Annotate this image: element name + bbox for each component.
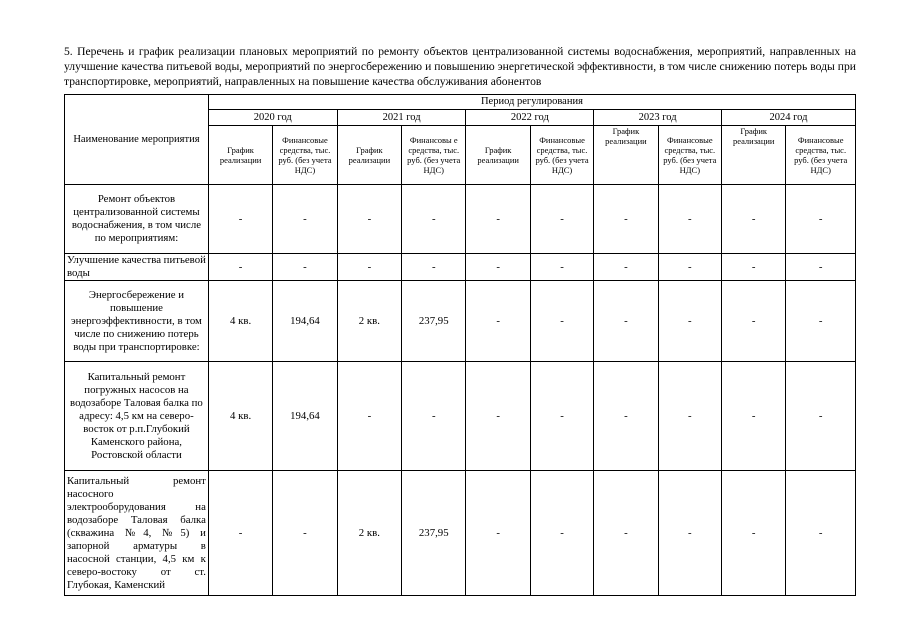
- table-cell: 4 кв.: [208, 362, 272, 471]
- table-cell: -: [658, 281, 721, 362]
- table-cell: -: [594, 471, 658, 596]
- finance-subheader: Финансовые средства, тыс. руб. (без учета НДС): [530, 126, 593, 185]
- finance-subheader: Финансовые средства, тыс. руб. (без учета НДС): [273, 126, 337, 185]
- year-header: 2021 год: [337, 110, 466, 126]
- finance-subheader: Финансовы е средства, тыс. руб. (без учета НДС): [402, 126, 466, 185]
- table-cell: -: [208, 471, 272, 596]
- table-row: [65, 185, 856, 254]
- activity-name: Ремонт объектов централизованной системы водоснабжения, в том числе по мероприятиям:: [65, 185, 209, 254]
- table-cell: -: [594, 254, 658, 281]
- table-cell: -: [466, 185, 530, 254]
- table-cell: -: [273, 471, 337, 596]
- table-cell: -: [658, 254, 721, 281]
- name-column-header: Наименование мероприятия: [65, 95, 209, 185]
- heading-line-2: направленных на улучшение качества питьевой воды, мероприятий по энергосбережению и повышению энергетической эффективности, в том: [64, 45, 856, 73]
- table-row: [65, 281, 856, 362]
- table-cell: -: [786, 254, 856, 281]
- table-cell: -: [402, 254, 466, 281]
- finance-subheader: Финансовые средства, тыс. руб. (без учета НДС): [658, 126, 721, 185]
- table-cell: -: [466, 281, 530, 362]
- activity-name: Энергосбережение и повышение энергоэффективности, в том числе по снижению потерь воды при транспортировке:: [65, 281, 209, 362]
- table-cell: -: [722, 185, 786, 254]
- table-cell: -: [722, 471, 786, 596]
- schedule-subheader: График реализации: [466, 126, 530, 185]
- table-cell: -: [530, 185, 593, 254]
- year-header: 2024 год: [722, 110, 856, 126]
- table-cell: -: [208, 185, 272, 254]
- table-cell: 194,64: [273, 362, 337, 471]
- table-cell: 4 кв.: [208, 281, 272, 362]
- schedule-subheader: График реализации: [722, 126, 786, 185]
- table-cell: -: [786, 362, 856, 471]
- table-row: [65, 471, 856, 596]
- table-cell: -: [337, 362, 401, 471]
- schedule-subheader: График реализации: [208, 126, 272, 185]
- table-cell: -: [594, 281, 658, 362]
- table-cell: -: [722, 362, 786, 471]
- table-cell: -: [273, 254, 337, 281]
- period-header: Период регулирования: [208, 95, 855, 110]
- table-row: [65, 254, 856, 281]
- table-cell: -: [530, 362, 593, 471]
- year-header: 2022 год: [466, 110, 594, 126]
- heading-line-1: 5. Перечень и график реализации плановых мероприятий по ремонту объектов централизованной системы водоснабжения, мероприятий,: [64, 45, 766, 58]
- table-cell: -: [208, 254, 272, 281]
- year-header: 2023 год: [594, 110, 722, 126]
- table-cell: -: [786, 281, 856, 362]
- table-cell: -: [530, 471, 593, 596]
- table-cell: -: [273, 185, 337, 254]
- finance-subheader: Финансовые средства, тыс. руб. (без учета НДС): [786, 126, 856, 185]
- table-cell: -: [594, 185, 658, 254]
- year-header: 2020 год: [208, 110, 337, 126]
- schedule-subheader: График реализации: [594, 126, 658, 185]
- table-cell: -: [594, 362, 658, 471]
- activity-name: Капитальный ремонт насосного электрооборудования на водозаборе Таловая балка (скважина №4, №5) и запорной арматуры в насосной станции, 4,5 км к северо-востоку от ст. Глубокая, Каменский: [65, 471, 209, 596]
- schedule-subheader: График реализации: [337, 126, 401, 185]
- table-cell: -: [466, 471, 530, 596]
- table-cell: -: [658, 471, 721, 596]
- table-cell: -: [530, 254, 593, 281]
- activity-name: Улучшение качества питьевой воды: [65, 254, 209, 281]
- table-cell: -: [658, 362, 721, 471]
- table-cell: -: [466, 254, 530, 281]
- table-cell: 2 кв.: [337, 281, 401, 362]
- table-cell: -: [466, 362, 530, 471]
- table-cell: -: [722, 281, 786, 362]
- table-cell: -: [530, 281, 593, 362]
- table-cell: -: [402, 362, 466, 471]
- heading-line-3: числе снижению потерь воды при транспортировке, мероприятий, направленных на повышение качества обслуживания абонентов: [64, 60, 856, 88]
- table-cell: -: [658, 185, 721, 254]
- table-row: [65, 362, 856, 471]
- section-heading: [64, 44, 856, 89]
- table-cell: -: [786, 471, 856, 596]
- activity-name: Капитальный ремонт погружных насосов на водозаборе Таловая балка по адресу: 4,5 км на северо-восток от р.п.Глубокий Каменского района, Ростовской области: [65, 362, 209, 471]
- table-cell: -: [786, 185, 856, 254]
- table-cell: 237,95: [402, 281, 466, 362]
- table-cell: -: [337, 185, 401, 254]
- table-cell: -: [337, 254, 401, 281]
- table-cell: -: [722, 254, 786, 281]
- table-cell: 194,64: [273, 281, 337, 362]
- table-cell: 2 кв.: [337, 471, 401, 596]
- activities-table: [64, 94, 856, 596]
- table-cell: -: [402, 185, 466, 254]
- table-cell: 237,95: [402, 471, 466, 596]
